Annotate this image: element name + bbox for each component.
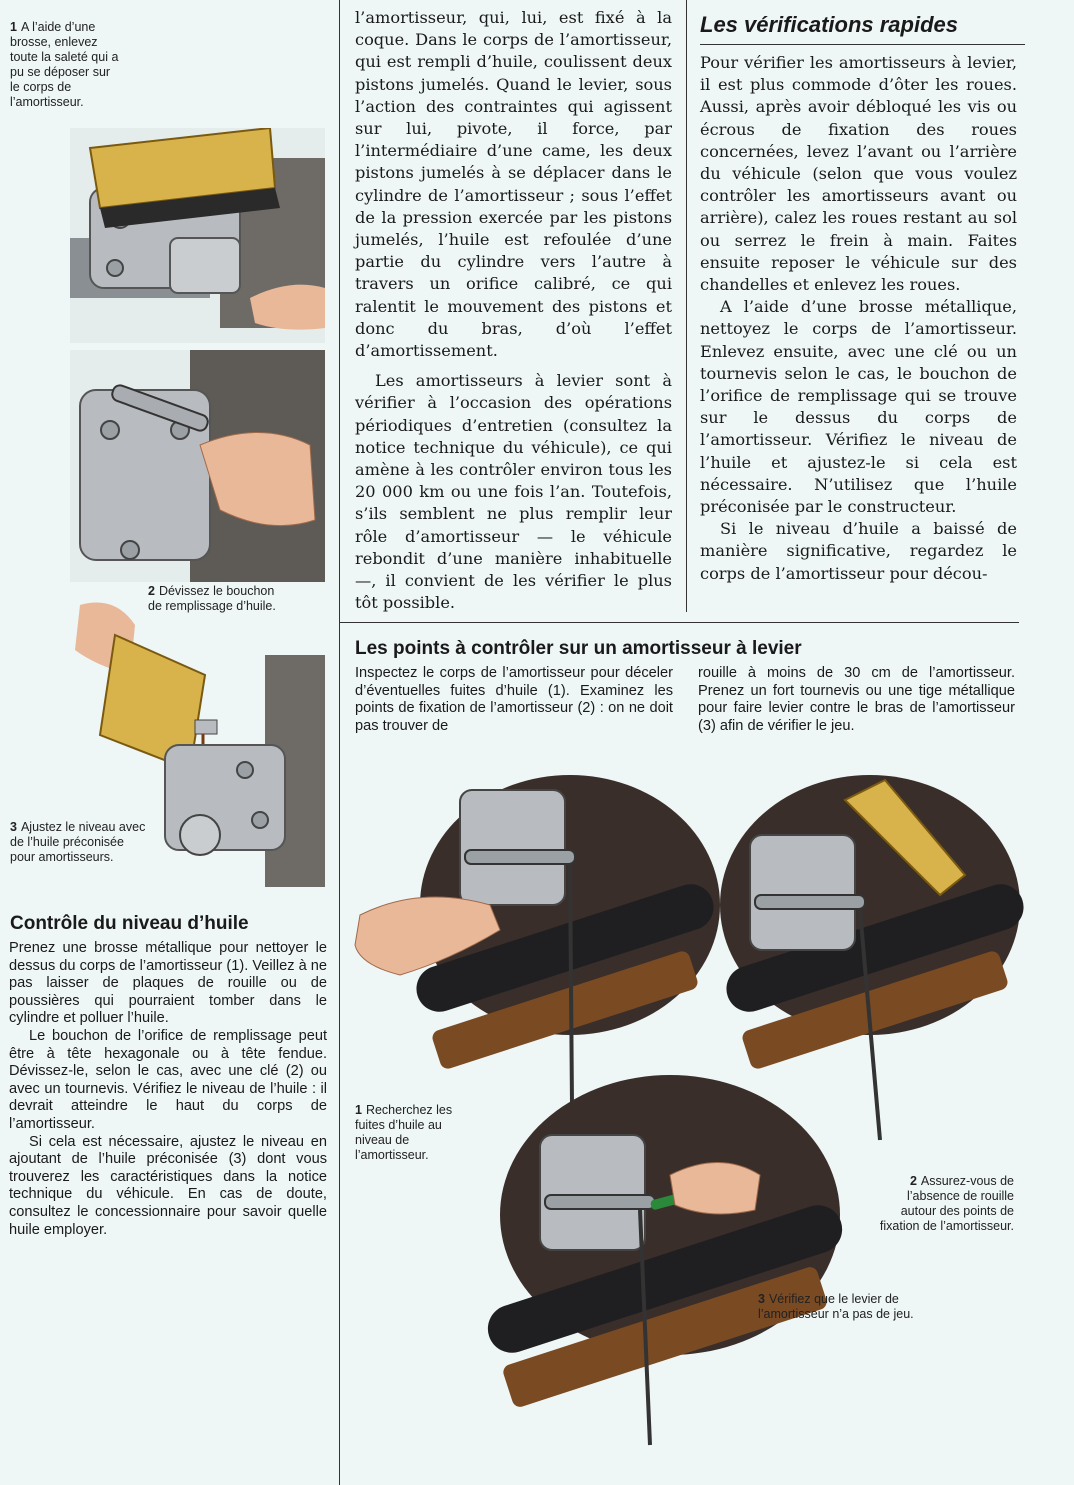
caption-check-rust (874, 1174, 1014, 1234)
points-intro-right (698, 665, 1015, 735)
paragraph: rouille à moins de 30 cm de l’amortisseur. Prenez un fort tournevis ou une tige métallique pour faire levier contre le bras de l’amortisseur (3) afin de vérifier le jeu. (698, 665, 1015, 734)
caption-text: Vérifiez que le levier de l’amortisseur n’a pas de jeu. (758, 1292, 914, 1321)
caption-check-play (758, 1292, 918, 1322)
caption-number: 2 (909, 1174, 917, 1188)
middle-column-text (355, 7, 672, 614)
paragraph: Pour vérifier les amortisseurs à levier, il est plus commode d’ôter les roues. Aussi, après avoir débloqué les vis ou écrous de fixation des roues concernées, levez l’avant ou l’arrière du véhicule (selon que vous voulez contrôler les amortisseurs avant ou arrière), calez les roues restant au sol ou serrez le frein à main. Faites ensuite reposer le véhicule sur des chandelles et enlevez les roues. (700, 53, 1017, 295)
paragraph: Le bouchon de l’orifice de remplissage peut être à tête hexagonale ou à tête fendue. Dévissez-le, selon le cas, avec une clé (2) ou avec un tournevis. Vérifiez le niveau de l’huile : il devrait atteindre le haut du corps de l’amortisseur. (9, 1027, 327, 1132)
caption-number: 1 (355, 1103, 362, 1117)
paragraph: Prenez une brosse métallique pour nettoyer le dessus du corps de l’amortisseur (1). Veillez à ne pas laisser de plaques de rouille ou de poussières qui pourraient tomber dans le cylindre et polluer l’huile. (9, 940, 327, 1027)
illustration-brush-clean (70, 128, 325, 343)
caption-text: Ajustez le niveau avec de l’huile préconisée pour amortisseurs. (10, 820, 146, 864)
paragraph: Si cela est nécessaire, ajustez le niveau en ajoutant de l’huile préconisée (3) dont vous trouverez les caractéristiques dans la notice technique du véhicule. En cas de doute, consultez le concessionnaire pour savoir quelle huile employer. (9, 1133, 327, 1238)
paragraph: A l’aide d’une brosse métallique, nettoyez le corps de l’amortisseur. Enlevez ensuite, avec une clé ou un tournevis selon le cas, le bouchon de l’orifice de remplissage qui se trouve sur le dessus du corps de l’amortisseur. Vérifiez le niveau de l’huile et ajustez-le si cela est nécessaire. N’utilisez que l’huile préconisée par le constructeur. (700, 297, 1017, 517)
caption-brush-clean (10, 20, 122, 110)
section-title-oil-level: Contrôle du niveau d’huile (10, 913, 249, 934)
title-underline (700, 44, 1025, 45)
caption-text: Assurez-vous de l’absence de rouille autour des points de fixation de l’amortisseur. (879, 1174, 1014, 1233)
paragraph: Si le niveau d’huile a baissé de manière significative, regardez le corps de l’amortisseur pour décou- (700, 519, 1017, 583)
section-title-points: Les points à contrôler sur un amortisseur à levier (355, 638, 802, 659)
section-divider (339, 622, 1019, 623)
caption-number: 3 (10, 820, 17, 834)
illustration-unscrew-plug (70, 350, 325, 582)
caption-number: 1 (10, 20, 17, 34)
caption-number: 3 (758, 1292, 765, 1306)
column-divider (686, 0, 687, 612)
caption-text: A l’aide d’une brosse, enlevez toute la saleté qui a pu se déposer sur le corps de l’amortisseur. (10, 20, 119, 109)
points-intro-left (355, 665, 673, 735)
section-body-oil-level (9, 940, 327, 1239)
caption-find-leaks (355, 1103, 455, 1163)
caption-text: Recherchez les fuites d’huile au niveau de l’amortisseur. (355, 1103, 453, 1162)
caption-number: 2 (148, 584, 155, 598)
caption-text: Dévissez le bouchon de remplissage d’huile. (148, 584, 276, 613)
paragraph: Inspectez le corps de l’amortisseur pour déceler d’éventuelles fuites d’huile (1). Examinez les points de fixation de l’amortisseur (2) : on ne doit pas trouver de (355, 665, 673, 734)
section-title-quick-checks: Les vérifications rapides (700, 12, 958, 37)
caption-adjust-level (10, 820, 150, 865)
right-column-text (700, 52, 1017, 585)
paragraph: l’amortisseur, qui, lui, est fixé à la coque. Dans le corps de l’amortisseur, qui est rempli d’huile, coulissent deux pistons jumelés. Quand le levier, sous l’action des contraintes qui agissent sur lui, pivote, il force, par l’intermédiaire d’une came, les deux pistons jumelés à se déplacer dans le cylindre de l’amortisseur ; sous l’effet de la pression exercée par les pistons jumelés, l’huile est refoulée d’une partie du cylindre vers l’autre à travers un orifice calibré, ce qui ralentit le mouvement des pistons et donc du bras, d’où l’effet d’amortissement. (355, 8, 672, 361)
paragraph: Les amortisseurs à levier sont à vérifier à l’occasion des opérations périodiques d’entretien (consultez la notice technique du véhicule), ce qui amène à les contrôler environ tous les 20 000 km ou une fois l’an. Toutefois, s’ils semblent ne plus remplir leur rôle d’amortisseur — le véhicule rebondit d’une manière inhabituelle —, il convient de les vérifier le plus tôt possible. (355, 371, 672, 613)
